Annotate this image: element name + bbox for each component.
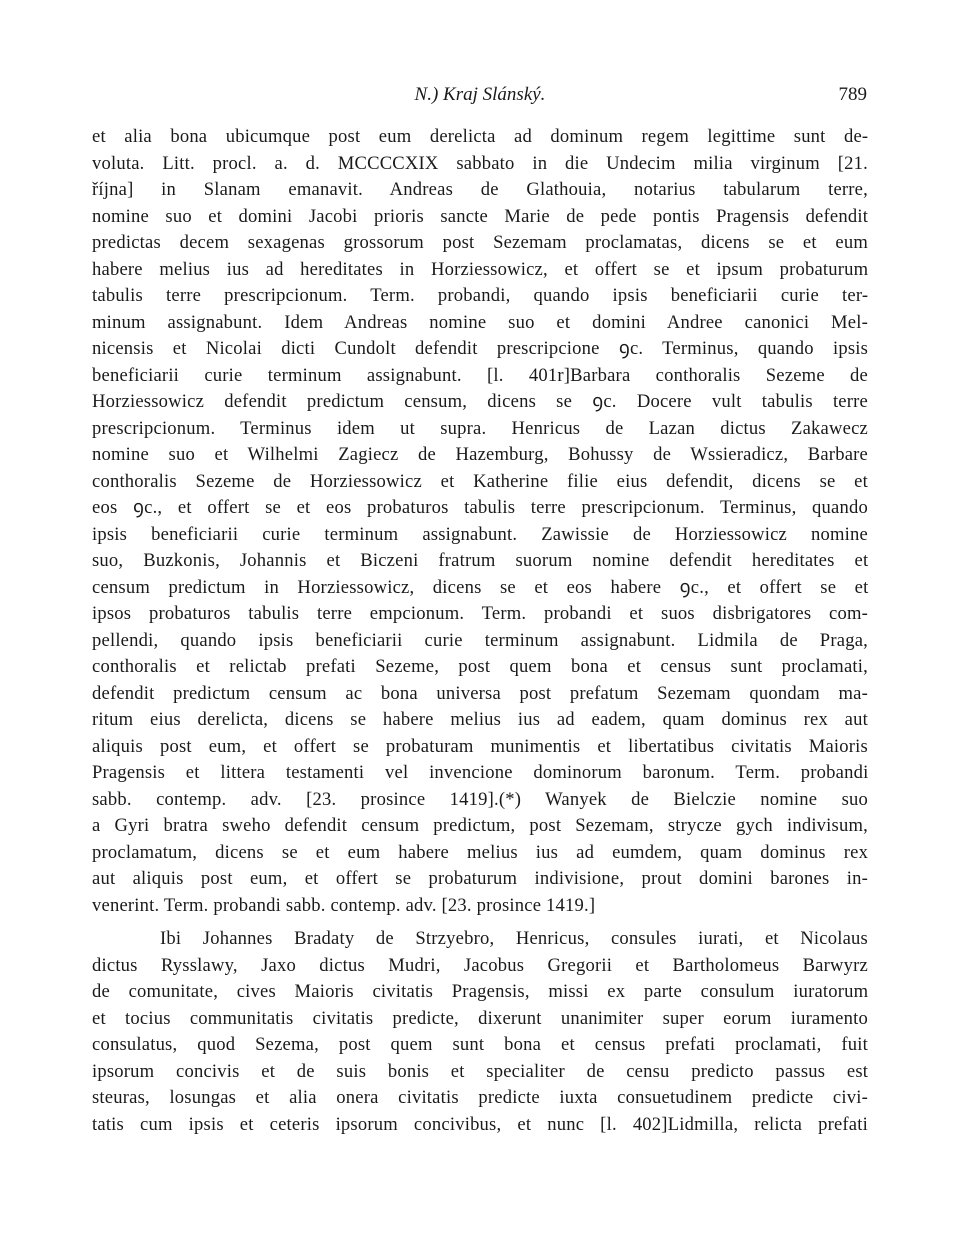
running-header: N.) Kraj Slánský. bbox=[414, 84, 546, 105]
text-line: predictas decem sexagenas grossorum post Sezemam proclamatas, dicens se et eum bbox=[92, 232, 868, 253]
text-line: conthoralis Sezeme de Horziessowicz et Katherine filie eius defendit, dicens se et bbox=[92, 470, 868, 492]
text-line: ritum eius derelicta, dicens se habere melius ius ad eadem, quam dominus rex aut bbox=[92, 709, 868, 730]
text-line: minum assignabunt. Idem Andreas nomine suo et domini Andree canonici Mel- bbox=[92, 311, 868, 333]
text-line: aut aliquis post eum, et offert se probaturum indivisione, prout domini barones in- bbox=[92, 868, 868, 889]
body-text bbox=[92, 124, 868, 1138]
text-line: beneficiarii curie terminum assignabunt. [l. 401r]Barbara conthoralis Sezeme de bbox=[92, 364, 868, 386]
text-line: ipsorum concivis et de suis bonis et specialiter de censu predicto passus est bbox=[92, 1060, 869, 1082]
text-line: et tocius communitatis civitatis predicte, dixerunt unanimiter super eorum iuramento bbox=[92, 1007, 868, 1029]
text-line: ipsos probaturos tabulis terre empcionum. Term. probandi et suos disbrigatores com- bbox=[92, 603, 869, 624]
text-line: eos ꝯc., et offert se et eos probaturos tabulis terre prescripcionum. Terminus, quando bbox=[92, 497, 868, 518]
text-line: sabb. contemp. adv. [23. prosince 1419].(*) Wanyek de Bielczie nomine suo bbox=[92, 788, 868, 810]
text-line: voluta. Litt. procl. a. d. MCCCCXIX sabbato in die Undecim milia virginum [21. bbox=[92, 152, 868, 174]
text-line: venerint. Term. probandi sabb. contemp. adv. [23. prosince 1419.] bbox=[92, 894, 596, 916]
paragraph-gap bbox=[92, 919, 868, 926]
text-line: proclamatum, dicens se et eum habere melius ius ad eumdem, quam dominus rex bbox=[92, 841, 869, 863]
text-line: října] in Slanam emanavit. Andreas de Glathouia, notarius tabularum terre, bbox=[92, 179, 868, 200]
text-line: ipsis beneficiarii curie terminum assignabunt. Zawissie de Horziessowicz nomine bbox=[92, 523, 868, 545]
text-line: et alia bona ubicumque post eum derelicta ad dominum regem legittime sunt de- bbox=[92, 126, 869, 147]
text-line: Horziessowicz defendit predictum censum, dicens se ꝯc. Docere vult tabulis terre bbox=[92, 391, 868, 412]
text-line: steuras, losungas et alia onera civitatis predicte iuxta consuetudinem predicte civi- bbox=[92, 1087, 868, 1108]
text-line: suo, Buzkonis, Johannis et Biczeni fratrum suorum nomine defendit hereditates et bbox=[92, 550, 869, 571]
text-line: tatis cum ipsis et ceteris ipsorum concivibus, et nunc [l. 402]Lidmilla, relicta prefati bbox=[92, 1113, 868, 1135]
text-line: Ibi Johannes Bradaty de Strzyebro, Henricus, consules iurati, et Nicolaus bbox=[160, 928, 868, 949]
page-number: 789 bbox=[838, 84, 867, 105]
text-line: habere melius ius ad hereditates in Horziessowicz, et offert se et ipsum probaturum bbox=[92, 258, 869, 280]
text-line: de comunitate, cives Maioris civitatis Pragensis, missi ex parte consulum iuratorum bbox=[92, 981, 869, 1002]
text-line: aliquis post eum, et offert se probaturam munimentis et libertatibus civitatis Maioris bbox=[92, 735, 868, 757]
text-line: tabulis terre prescripcionum. Term. probandi, quando ipsis beneficiarii curie ter- bbox=[92, 285, 869, 306]
text-line: censum predictum in Horziessowicz, dicens se et eos habere ꝯc., et offert se et bbox=[92, 576, 869, 598]
text-line: nicensis et Nicolai dicti Cundolt defendit prescripcione ꝯc. Terminus, quando ipsis bbox=[92, 338, 869, 359]
text-line: a Gyri bratra sweho defendit censum predictum, post Sezemam, strycze gych indivisum, bbox=[92, 815, 868, 836]
text-line: nomine suo et domini Jacobi prioris sancte Marie de pede pontis Pragensis defendit bbox=[92, 205, 869, 227]
text-line: nomine suo et Wilhelmi Zagiecz de Hazemburg, Bohussy de Wssieradicz, Barbare bbox=[92, 444, 868, 465]
text-line: conthoralis et relictab prefati Sezeme, post quem bona et census sunt proclamati, bbox=[92, 656, 868, 677]
text-line: dictus Rysslawy, Jaxo dictus Mudri, Jacobus Gregorii et Bartholomeus Barwyrz bbox=[92, 954, 868, 976]
text-line: defendit predictum censum ac bona universa post prefatum Sezemam quondam ma- bbox=[92, 682, 868, 704]
text-line: prescripcionum. Terminus idem ut supra. Henricus de Lazan dictus Zakawecz bbox=[92, 417, 868, 439]
text-line: Pragensis et littera testamenti vel invencione dominorum baronum. Term. probandi bbox=[92, 762, 869, 783]
text-line: consulatus, quod Sezema, post quem sunt bona et census prefati proclamati, fuit bbox=[92, 1034, 868, 1055]
text-line: pellendi, quando ipsis beneficiarii curie terminum assignabunt. Lidmila de Praga, bbox=[92, 629, 868, 651]
